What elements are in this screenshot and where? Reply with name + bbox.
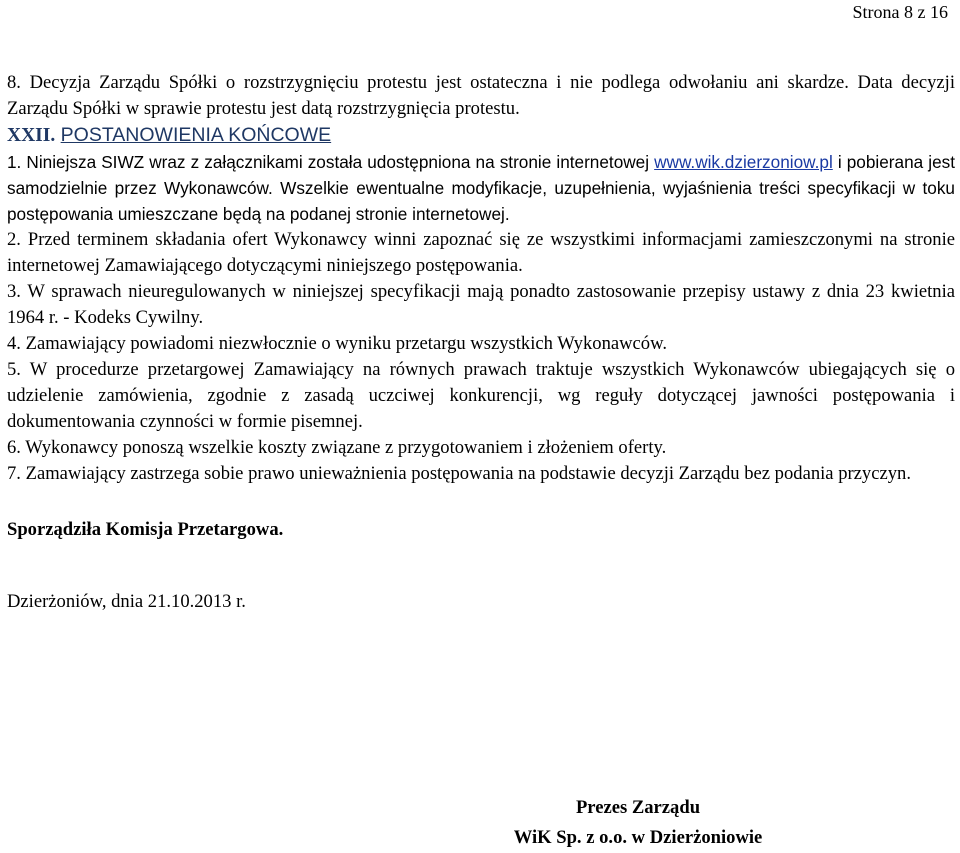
paragraph-item-3: 3. W sprawach nieuregulowanych w niniejszej specyfikacji mają ponadto zastosowanie przepisy ustawy z dnia 23 kwietnia 1964 r. - Kodeks Cywilny. (7, 281, 955, 328)
section-title: POSTANOWIENIA KOŃCOWE (60, 124, 332, 146)
page-number: Strona 8 z 16 (852, 2, 948, 22)
paragraph-item-6: 6. Wykonawcy ponoszą wszelkie koszty związane z przygotowaniem i złożeniem oferty. (7, 437, 667, 458)
item1-text-rest: Wszelkie ewentualne modyfikacje, uzupełnienia, wyjaśnienia treści specyfikacji w toku postępowania umieszczane będą na podanej stronie internetowej. (7, 178, 955, 224)
prepared-by: Sporządziła Komisja Przetargowa. (7, 519, 284, 540)
section-heading (7, 122, 955, 149)
paragraph-item-4: 4. Zamawiający powiadomi niezwłocznie o wyniku przetargu wszystkich Wykonawców. (7, 333, 667, 354)
president-title: Prezes Zarządu (575, 797, 701, 818)
company-name: WiK Sp. z o.o. w Dzierżoniowie (513, 827, 763, 848)
paragraph-item-5: 5. W procedurze przetargowej Zamawiający na równych prawach traktuje wszystkich Wykonawców ubiegających się o udzielenie zamówienia, zgodnie z zasadą uczciwej konkurencji, wg reguły dotyczącej jawności postępowania i dokumentowania czynności w formie pisemnej. (7, 359, 955, 432)
place-and-date: Dzierżoniów, dnia 21.10.2013 r. (7, 591, 246, 612)
paragraph-item-7: 7. Zamawiający zastrzega sobie prawo unieważnienia postępowania na podstawie decyzji Zarządu bez podania przyczyn. (7, 463, 911, 484)
paragraph-item-8: 8. Decyzja Zarządu Spółki o rozstrzygnięciu protestu jest ostateczna i nie podlega odwołaniu ani skardze. Data decyzji Zarządu Spółki w sprawie protestu jest datą rozstrzygnięcia protestu. (7, 72, 955, 119)
document-body (7, 70, 955, 615)
item1-text-before-link: 1. Niniejsza SIWZ wraz z załącznikami została udostępniona na stronie internetowej (7, 152, 650, 172)
president-signature-block (478, 793, 798, 853)
website-link[interactable]: www.wik.dzierzoniow.pl (654, 152, 833, 172)
paragraph-item-1 (7, 149, 955, 227)
section-number: XXII. (7, 125, 56, 146)
paragraph-item-2: 2. Przed terminem składania ofert Wykonawcy winni zapoznać się ze wszystkimi informacjami zamieszczonymi na stronie internetowej Zamawiającego dotyczącymi niniejszego postępowania. (7, 229, 955, 276)
item1-text-after-link: i pobierana jest samodzielnie przez Wykonawców. (7, 152, 956, 198)
